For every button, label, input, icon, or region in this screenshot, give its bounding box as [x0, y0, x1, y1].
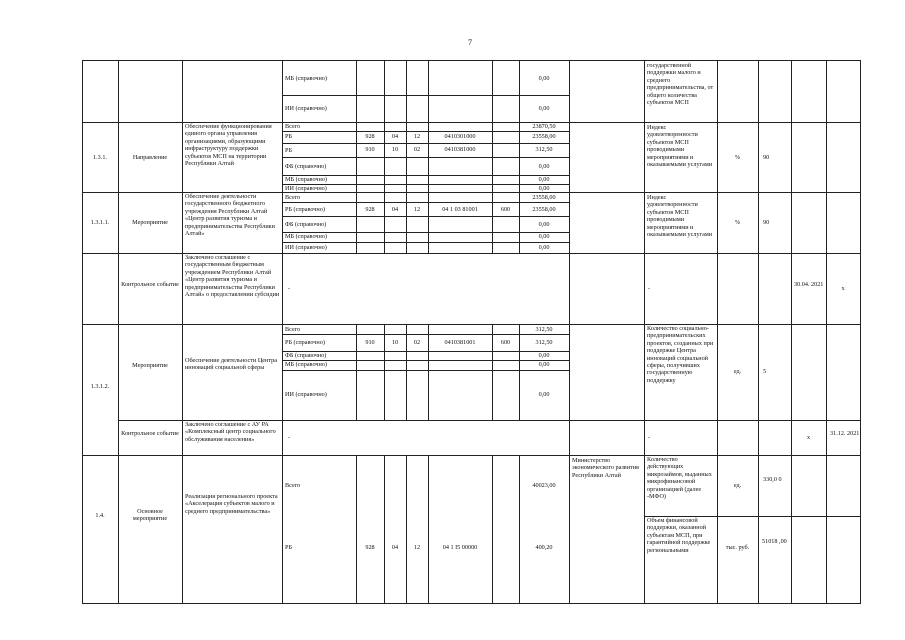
csr-cell: 04 1 I5 00000	[442, 544, 478, 551]
grid-line	[644, 60, 645, 603]
sum-ii: 0,00	[538, 105, 550, 112]
source-cell: Всего	[285, 326, 301, 333]
pr-cell: 02	[413, 146, 421, 153]
sum-cell: 0,00	[538, 361, 550, 368]
unit-cell: тыс. руб.	[725, 544, 750, 551]
grid-line	[182, 60, 183, 603]
dash-cell: -	[288, 285, 291, 292]
grid-line	[82, 324, 861, 325]
unit-cell: ед.	[733, 368, 742, 375]
sum-cell: 400,20	[535, 544, 553, 551]
row-name: Заключено соглашение с государственным бюджетным учреждением Республики Алтай «Центр развития туризма и предпринимательства Республики Алтай» о предоставлении субсидии	[185, 254, 280, 299]
source-cell: Всего	[285, 194, 301, 201]
grid-line	[282, 143, 569, 144]
source-ii: ИИ (справочно)	[285, 105, 327, 112]
sum-cell: 312,50	[535, 339, 553, 346]
source-cell: РБ	[285, 147, 292, 154]
executor-cell: Министерство экономического развития Республики Алтай	[572, 457, 639, 479]
source-cell: МБ (справочно)	[285, 176, 327, 183]
vr-cell: 600	[500, 339, 511, 346]
source-cell: МБ (справочно)	[285, 233, 327, 240]
sum-mb: 0,00	[538, 75, 550, 82]
sum-cell: 0,00	[538, 176, 550, 183]
sum-cell: 0,00	[538, 221, 550, 228]
sum-cell: 23870,50	[532, 123, 556, 130]
mark-cell: x	[841, 285, 845, 292]
sum-cell: 40023,00	[532, 482, 556, 489]
source-cell: ИИ (справочно)	[285, 185, 327, 192]
dash-cell: -	[648, 434, 651, 441]
source-cell: РБ (справочно)	[285, 206, 325, 213]
rz-cell: 04	[391, 206, 399, 213]
page-number: 7	[468, 38, 472, 47]
source-cell: Всего	[285, 482, 301, 489]
source-cell: МБ (справочно)	[285, 361, 327, 368]
rz-cell: 04	[391, 544, 399, 551]
indicator-text: Количество действующих микрозаймов, выданных микрофинансовой организацией (далее -МФО)	[647, 456, 712, 501]
row-type: Контрольное событие	[121, 430, 179, 437]
source-cell: Всего	[285, 123, 301, 130]
grbs-cell: 928	[365, 544, 375, 551]
grbs-cell: 928	[365, 206, 375, 213]
csr-cell: 04 1 03 81001	[442, 206, 478, 213]
grid-line	[282, 334, 569, 335]
unit-cell: %	[734, 154, 741, 161]
date-cell: 31.12. 2021	[830, 430, 860, 437]
dash-cell: -	[648, 285, 651, 292]
grbs-cell: 928	[365, 133, 375, 140]
sum-cell: 0,00	[538, 163, 550, 170]
grid-line	[82, 60, 83, 603]
value-cell: 330,0 0	[763, 476, 782, 483]
value-cell: 5	[763, 368, 767, 375]
row-type: Мероприятие	[132, 219, 168, 226]
rz-cell: 10	[391, 146, 399, 153]
rz-cell: 10	[391, 339, 399, 346]
csr-cell: 0410301000	[444, 133, 476, 140]
source-cell: РБ (справочно)	[285, 339, 325, 346]
date-cell: 30.04. 2021	[794, 281, 824, 288]
row-number: 1.3.1.2.	[90, 383, 110, 390]
source-cell: ИИ (справочно)	[285, 391, 327, 398]
grid-line	[717, 60, 718, 603]
grid-line	[282, 60, 283, 603]
grid-line	[282, 95, 569, 96]
indicator-text: Индекс удовлетворенности субъектов МСП проводимыми мероприятиями и оказываемыми услугами	[647, 194, 713, 239]
sum-cell: 0,00	[538, 352, 550, 359]
indicator-text: Индекс удовлетворенности субъектов МСП проводимыми мероприятиями и оказываемыми услугами	[647, 124, 713, 169]
rz-cell: 04	[391, 133, 399, 140]
grid-line	[428, 455, 429, 603]
source-cell: РБ	[285, 133, 292, 140]
grid-line	[82, 455, 861, 456]
sum-cell: 23558,00	[532, 206, 556, 213]
grid-line	[384, 455, 385, 603]
value-cell: 90	[763, 219, 770, 226]
pr-cell: 12	[413, 133, 421, 140]
csr-cell: 0410381001	[444, 339, 476, 346]
row-name: Обеспечение деятельности Центра инноваций социальной сферы	[185, 357, 277, 372]
grid-line	[282, 216, 569, 217]
source-cell: ИИ (справочно)	[285, 244, 327, 251]
grid-line	[826, 60, 827, 603]
source-cell: ФБ (справочно)	[285, 163, 327, 170]
grbs-cell: 910	[365, 339, 375, 346]
pr-cell: 02	[413, 339, 421, 346]
source-cell: ФБ (справочно)	[285, 221, 327, 228]
mark-cell: x	[806, 434, 811, 441]
grid-line	[758, 60, 759, 603]
row-name: Обеспечение деятельности государственного бюджетного учреждения Республики Алтай «Центр развития туризма и предпринимательства Республики Алтай»	[185, 193, 275, 238]
grid-line	[282, 202, 569, 203]
grid-line	[569, 60, 570, 603]
grid-line	[118, 60, 119, 603]
value-cell: 90	[763, 154, 770, 161]
sum-cell: 23558,00	[532, 133, 556, 140]
vr-cell: 600	[500, 206, 511, 213]
grid-line	[282, 131, 569, 132]
indicator-text: государственной поддержки малого и среднего предпринимательства, от общего количества субъектов МСП	[647, 62, 714, 107]
sum-cell: 0,00	[538, 244, 550, 251]
source-cell: ФБ (справочно)	[285, 352, 327, 359]
row-type: Основное мероприятие	[132, 508, 168, 523]
grid-line	[282, 242, 569, 243]
grid-line	[519, 455, 520, 603]
grid-line	[82, 603, 861, 604]
sum-cell: 312,50	[535, 146, 553, 153]
indicator-text: Количество социально-предпринимательских проектов, созданных при поддержке Центра инноваций социальной сферы, получивших государственную поддержку	[647, 325, 714, 384]
row-name: Заключено соглашение с АУ РА «Комплексный центр социального обслуживания населения»	[185, 421, 276, 443]
grid-line	[282, 370, 569, 371]
sum-cell: 23558,00	[532, 194, 556, 201]
grid-line	[356, 455, 357, 603]
row-number: 1.4.	[95, 512, 105, 519]
grbs-cell: 910	[365, 146, 375, 153]
indicator-text: Объем финансовой поддержки, оказанной субъектам МСП, при гарантийной поддержке региональными	[647, 517, 711, 554]
source-mb: МБ (справочно)	[285, 75, 327, 82]
dash-cell: -	[288, 434, 291, 441]
unit-cell: ед.	[733, 482, 742, 489]
row-name: Реализация регионального проекта «Акселерация субъектов малого и среднего предпринимательства»	[185, 493, 278, 515]
grid-line	[282, 157, 569, 158]
sum-cell: 312,50	[535, 326, 553, 333]
row-number: 1.3.1.	[93, 154, 107, 161]
row-type: Мероприятие	[132, 362, 168, 369]
source-cell: РБ	[285, 544, 292, 551]
sum-cell: 0,00	[538, 233, 550, 240]
grid-line	[492, 455, 493, 603]
csr-cell: 0410381000	[444, 146, 476, 153]
grid-line	[406, 455, 407, 603]
value-cell: 51018 ,00	[762, 538, 787, 545]
sum-cell: 0,00	[538, 185, 550, 192]
pr-cell: 12	[413, 544, 421, 551]
row-number: 1.3.1.1.	[90, 219, 110, 226]
pr-cell: 12	[413, 206, 421, 213]
grid-line	[860, 60, 861, 603]
grid-line	[82, 60, 861, 61]
sum-cell: 0,00	[538, 391, 550, 398]
row-type: Направление	[132, 154, 168, 161]
row-type: Контрольное событие	[121, 281, 179, 288]
row-name: Обеспечение функционирования единого органа управления организациями, образующими инфраструктуру поддержки субъектов МСП на территории Республики Алтай	[185, 123, 272, 168]
grid-line	[791, 60, 792, 603]
unit-cell: %	[734, 219, 741, 226]
